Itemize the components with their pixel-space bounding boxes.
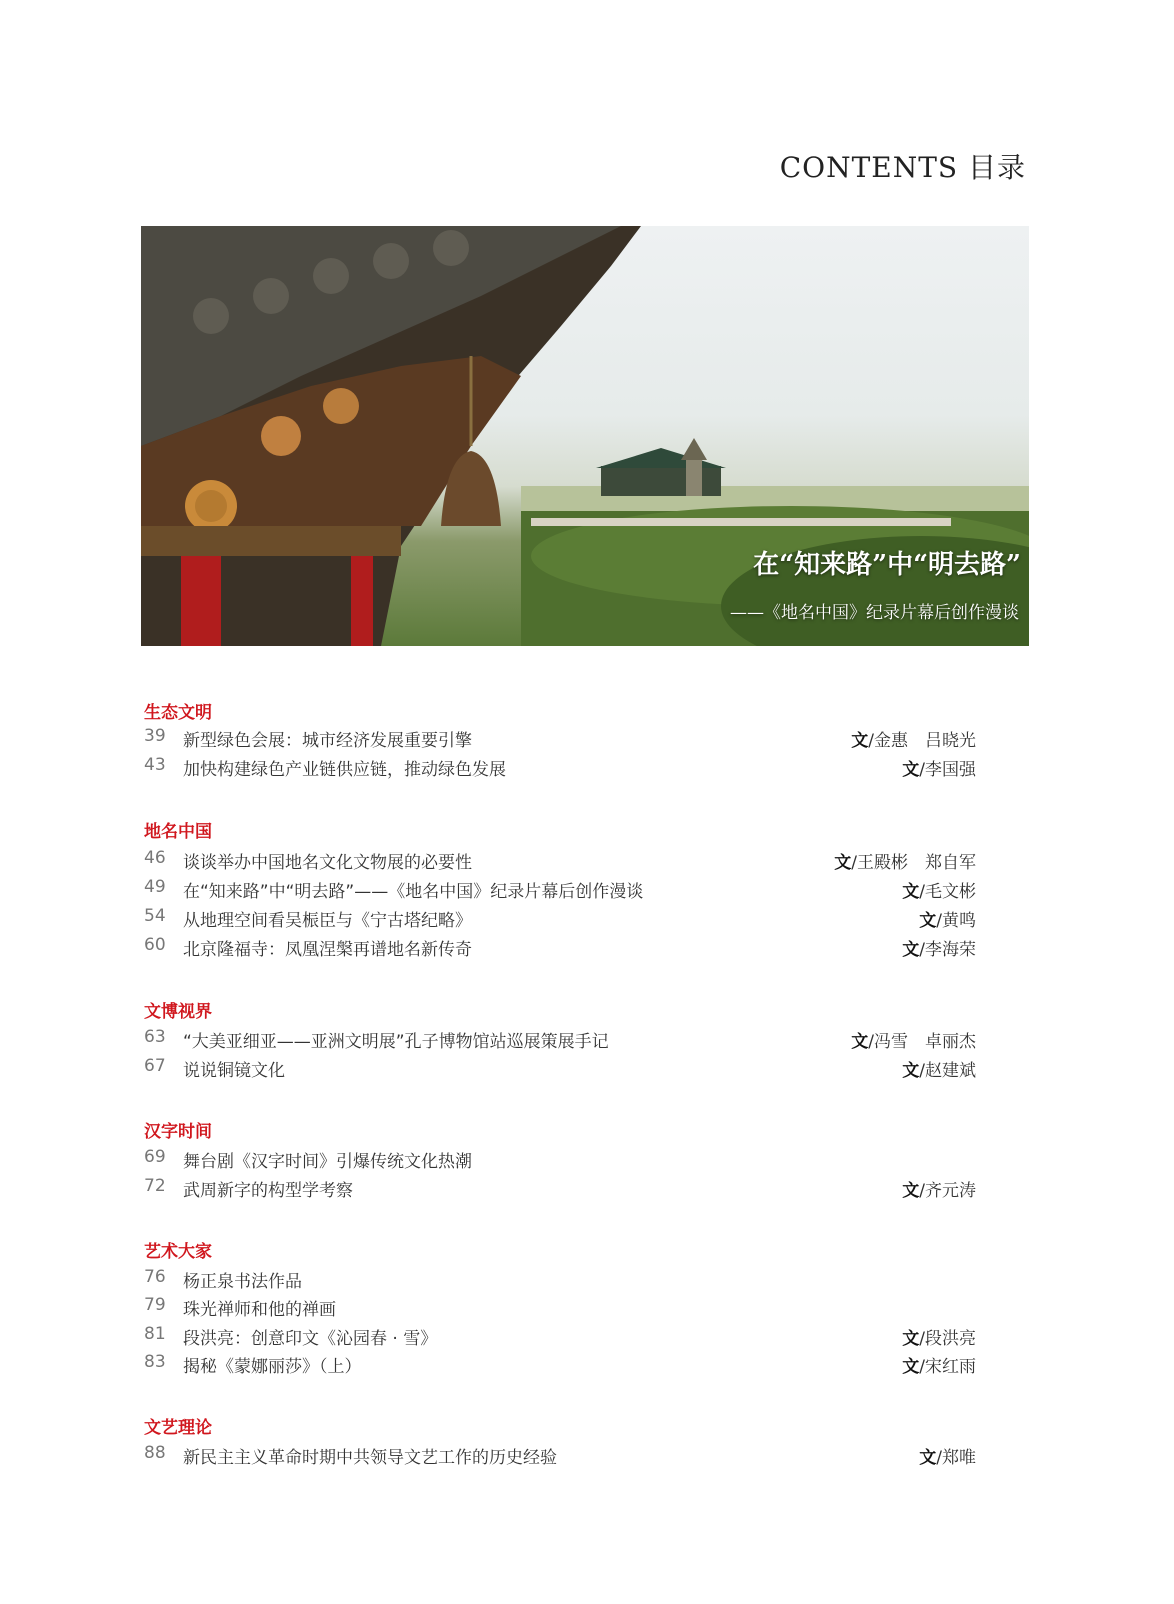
author: [919, 1443, 976, 1468]
toc-entry[interactable]: [144, 1056, 976, 1082]
hero-title: 在“知来路”中“明去路”: [753, 550, 1021, 580]
author: [902, 935, 976, 960]
toc-entry[interactable]: [144, 1027, 976, 1053]
author: [902, 1056, 976, 1081]
toc-entry[interactable]: [144, 1176, 976, 1202]
section-title: 艺术大家: [144, 1242, 212, 1262]
author-prefix: 文: [902, 760, 920, 780]
author-prefix: 文: [902, 940, 920, 960]
author-names: /郑唯: [936, 1448, 976, 1468]
author-names: /段洪亮: [919, 1329, 976, 1349]
article-title: 北京隆福寺：凤凰涅槃再谱地名新传奇: [183, 940, 472, 960]
author-names: /齐元涛: [919, 1181, 976, 1201]
author-prefix: 文: [902, 1061, 920, 1081]
toc-entry[interactable]: [144, 726, 976, 752]
author-names: /毛文彬: [919, 882, 976, 902]
section-title: 文艺理论: [144, 1418, 212, 1438]
author-names: /李国强: [919, 760, 976, 780]
article-title: 段洪亮：创意印文《沁园春 · 雪》: [183, 1329, 438, 1349]
author: [902, 1324, 976, 1349]
page-number: 63: [144, 1027, 166, 1047]
toc-entry[interactable]: [144, 906, 976, 932]
page-number: 76: [144, 1267, 166, 1287]
author: [834, 848, 976, 873]
toc-entry[interactable]: [144, 935, 976, 961]
author-prefix: 文: [902, 882, 920, 902]
page-number: 83: [144, 1352, 166, 1372]
article-title: 说说铜镜文化: [183, 1061, 285, 1081]
author: [902, 1352, 976, 1377]
toc-entry[interactable]: [144, 848, 976, 874]
author: [851, 726, 976, 751]
page-number: 46: [144, 848, 166, 868]
toc-entry[interactable]: [144, 877, 976, 903]
author-prefix: 文: [834, 853, 852, 873]
page-number: 54: [144, 906, 166, 926]
section-title: 文博视界: [144, 1002, 212, 1022]
author-names: /王殿彬 郑自军: [851, 853, 976, 873]
toc-entry[interactable]: [144, 1324, 976, 1350]
article-title: 加快构建绿色产业链供应链，推动绿色发展: [183, 760, 506, 780]
section-title: 地名中国: [144, 822, 212, 842]
author-prefix: 文: [851, 1032, 869, 1052]
author-names: /黄鸣: [936, 911, 976, 931]
author-names: /宋红雨: [919, 1357, 976, 1377]
section-title: 生态文明: [144, 703, 212, 723]
author-names: /赵建斌: [919, 1061, 976, 1081]
article-title: 在“知来路”中“明去路”——《地名中国》纪录片幕后创作漫谈: [183, 882, 644, 902]
article-title: 揭秘《蒙娜丽莎》（上）: [183, 1357, 362, 1377]
article-title: 新型绿色会展：城市经济发展重要引擎: [183, 731, 472, 751]
article-title: 舞台剧《汉字时间》引爆传统文化热潮: [183, 1152, 472, 1172]
author-prefix: 文: [902, 1181, 920, 1201]
article-title: 珠光禅师和他的禅画: [183, 1300, 336, 1320]
page-number: 81: [144, 1324, 166, 1344]
temple-eaves-photo: [141, 226, 1029, 646]
toc-entry[interactable]: [144, 1147, 976, 1173]
author: [902, 1176, 976, 1201]
article-title: 杨正泉书法作品: [183, 1272, 302, 1292]
page-number: 39: [144, 726, 166, 746]
toc-entry[interactable]: [144, 1352, 976, 1378]
article-title: 武周新字的构型学考察: [183, 1181, 353, 1201]
page-number: 72: [144, 1176, 166, 1196]
author-names: /金惠 吕晓光: [868, 731, 976, 751]
author: [902, 755, 976, 780]
author: [851, 1027, 976, 1052]
author: [919, 906, 976, 931]
page-number: 79: [144, 1295, 166, 1315]
author-prefix: 文: [902, 1329, 920, 1349]
toc-entry[interactable]: [144, 755, 976, 781]
page-number: 69: [144, 1147, 166, 1167]
section-title: 汉字时间: [144, 1122, 212, 1142]
author-prefix: 文: [919, 1448, 937, 1468]
page-number: 88: [144, 1443, 166, 1463]
article-title: “大美亚细亚——亚洲文明展”孔子博物馆站巡展策展手记: [183, 1032, 609, 1052]
page-title: CONTENTS 目录: [779, 151, 1026, 184]
article-title: 新民主主义革命时期中共领导文艺工作的历史经验: [183, 1448, 557, 1468]
author-prefix: 文: [919, 911, 937, 931]
article-title: 谈谈举办中国地名文化文物展的必要性: [183, 853, 472, 873]
article-title: 从地理空间看吴桭臣与《宁古塔纪略》: [183, 911, 472, 931]
toc-entry[interactable]: [144, 1443, 976, 1469]
hero-subtitle: ——《地名中国》纪录片幕后创作漫谈: [730, 603, 1019, 623]
author-prefix: 文: [902, 1357, 920, 1377]
toc-entry[interactable]: [144, 1295, 976, 1321]
hero-image: [141, 226, 1029, 646]
toc-entry[interactable]: [144, 1267, 976, 1293]
author: [902, 877, 976, 902]
author-prefix: 文: [851, 731, 869, 751]
page-number: 67: [144, 1056, 166, 1076]
page-number: 43: [144, 755, 166, 775]
page-number: 60: [144, 935, 166, 955]
author-names: /冯雪 卓丽杰: [868, 1032, 976, 1052]
page-number: 49: [144, 877, 166, 897]
author-names: /李海荣: [919, 940, 976, 960]
